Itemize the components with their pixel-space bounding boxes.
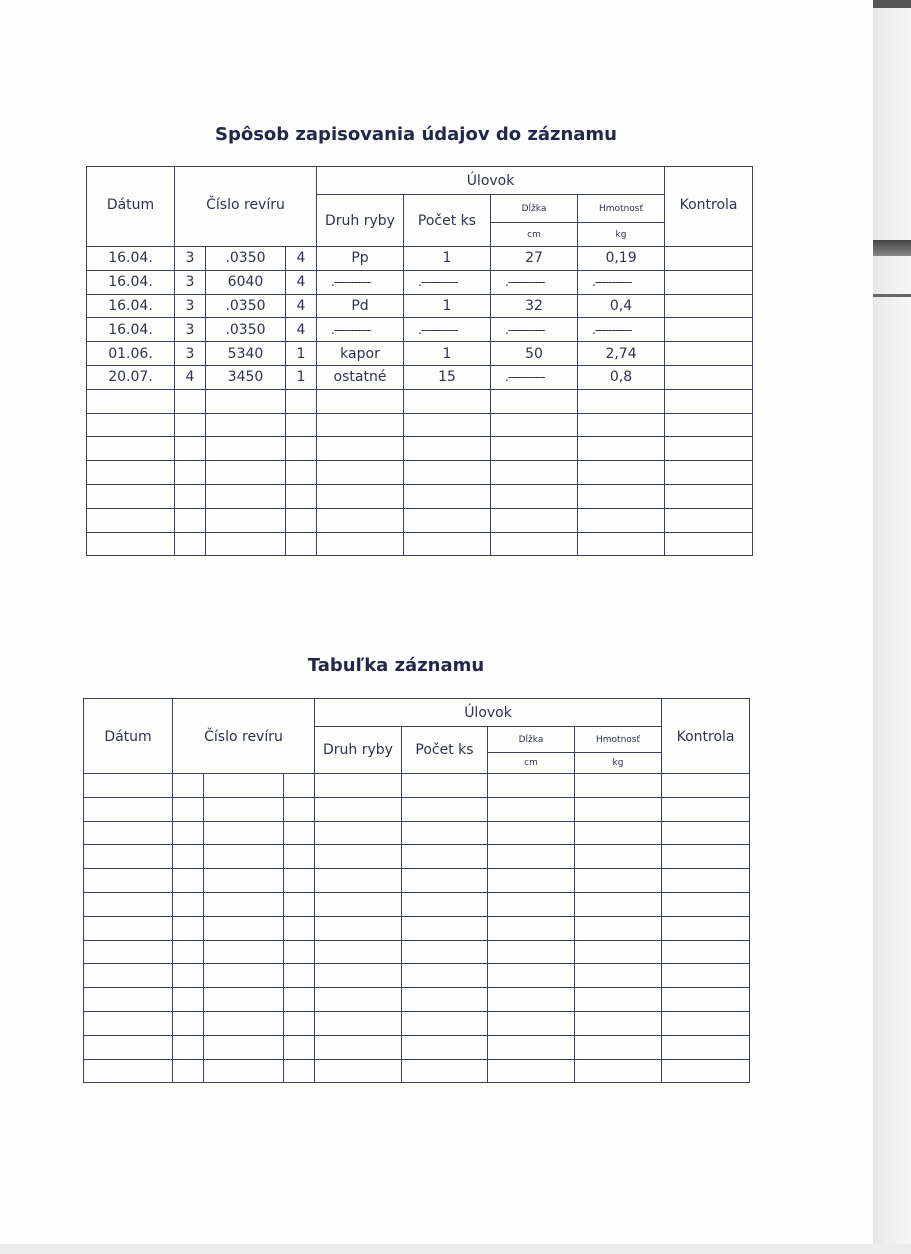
cell-datum — [87, 413, 175, 437]
header-ulovok: Úlovok — [315, 699, 662, 727]
table-row-empty — [84, 774, 750, 798]
table-row — [87, 270, 753, 294]
cell-datum: 16.04. — [87, 270, 175, 294]
cell-datum — [87, 437, 175, 461]
table-row — [87, 318, 753, 342]
scan-edge — [873, 0, 911, 1254]
cell-druh-ryby — [315, 797, 402, 821]
cell-hmotnost: 2,74 — [578, 342, 665, 366]
cell-kontrola — [662, 1059, 750, 1083]
example-title: Spôsob zapisovania údajov do záznamu — [214, 124, 617, 145]
cell-hmotnost — [575, 916, 662, 940]
header-druh-ryby: Druh ryby — [315, 727, 402, 774]
cell-dlzka — [488, 845, 575, 869]
cell-revir-part1 — [173, 869, 204, 893]
cell-druh-ryby — [315, 892, 402, 916]
cell-kontrola — [662, 1035, 750, 1059]
cell-kontrola — [662, 964, 750, 988]
table-row-empty — [84, 845, 750, 869]
cell-kontrola — [662, 869, 750, 893]
cell-revir-part3 — [284, 892, 315, 916]
cell-pocet-ks — [402, 964, 488, 988]
table-row-empty — [87, 461, 753, 485]
cell-datum — [84, 988, 173, 1012]
table-row-empty — [84, 1011, 750, 1035]
cell-dlzka — [491, 508, 578, 532]
cell-dlzka: 27 — [491, 247, 578, 271]
cell-dlzka: .----------- — [491, 270, 578, 294]
cell-revir-part2 — [204, 1059, 284, 1083]
cell-revir-part1 — [173, 1011, 204, 1035]
cell-revir-part2: 3450 — [206, 365, 286, 389]
example-table — [86, 166, 753, 556]
cell-druh-ryby — [315, 869, 402, 893]
cell-datum — [84, 869, 173, 893]
header-hmotnost-unit: kg — [578, 223, 665, 247]
cell-dlzka: .----------- — [491, 365, 578, 389]
cell-hmotnost — [575, 1011, 662, 1035]
cell-revir-part1 — [173, 821, 204, 845]
cell-kontrola — [665, 484, 753, 508]
header-dlzka-unit: cm — [491, 223, 578, 247]
cell-hmotnost — [575, 892, 662, 916]
cell-revir-part3 — [286, 461, 317, 485]
cell-dlzka: 50 — [491, 342, 578, 366]
cell-datum — [87, 508, 175, 532]
cell-revir-part1 — [175, 461, 206, 485]
cell-druh-ryby — [315, 845, 402, 869]
cell-revir-part2 — [204, 1011, 284, 1035]
cell-revir-part1 — [173, 797, 204, 821]
table-row-empty — [87, 413, 753, 437]
cell-druh-ryby — [317, 389, 404, 413]
cell-datum — [84, 940, 173, 964]
cell-revir-part3: 4 — [286, 270, 317, 294]
cell-revir-part1 — [173, 988, 204, 1012]
cell-druh-ryby — [315, 964, 402, 988]
cell-pocet-ks: 1 — [404, 342, 491, 366]
cell-druh-ryby — [315, 1035, 402, 1059]
header-hmotnost-unit: kg — [575, 753, 662, 774]
cell-hmotnost: .----------- — [578, 318, 665, 342]
cell-revir-part1: 3 — [175, 270, 206, 294]
cell-kontrola — [665, 342, 753, 366]
cell-datum: 16.04. — [87, 247, 175, 271]
cell-druh-ryby — [315, 1011, 402, 1035]
cell-datum — [84, 1059, 173, 1083]
cell-kontrola — [662, 797, 750, 821]
cell-kontrola — [665, 318, 753, 342]
cell-dlzka: 32 — [491, 294, 578, 318]
cell-datum — [87, 461, 175, 485]
cell-kontrola — [665, 461, 753, 485]
cell-revir-part1 — [175, 532, 206, 556]
cell-pocet-ks: .----------- — [404, 270, 491, 294]
cell-pocet-ks — [402, 1035, 488, 1059]
cell-kontrola — [662, 988, 750, 1012]
header-druh-ryby: Druh ryby — [317, 195, 404, 247]
cell-hmotnost: 0,19 — [578, 247, 665, 271]
cell-dlzka — [488, 1035, 575, 1059]
cell-druh-ryby — [317, 508, 404, 532]
cell-dlzka — [488, 988, 575, 1012]
cell-druh-ryby: Pd — [317, 294, 404, 318]
cell-revir-part2: 5340 — [206, 342, 286, 366]
cell-pocet-ks — [404, 389, 491, 413]
cell-kontrola — [665, 365, 753, 389]
cell-revir-part1 — [173, 845, 204, 869]
cell-revir-part1 — [173, 1059, 204, 1083]
cell-datum — [87, 389, 175, 413]
cell-pocet-ks — [402, 1011, 488, 1035]
cell-hmotnost — [578, 437, 665, 461]
cell-hmotnost — [575, 845, 662, 869]
cell-datum — [84, 797, 173, 821]
record-title: Tabuľka záznamu — [307, 655, 485, 676]
cell-revir-part3 — [284, 845, 315, 869]
cell-revir-part2 — [204, 964, 284, 988]
cell-pocet-ks — [404, 508, 491, 532]
cell-pocet-ks: 1 — [404, 294, 491, 318]
cell-datum: 16.04. — [87, 294, 175, 318]
cell-dlzka — [488, 797, 575, 821]
cell-kontrola — [662, 1011, 750, 1035]
table-row-empty — [87, 484, 753, 508]
cell-revir-part2 — [204, 774, 284, 798]
header-dlzka-unit: cm — [488, 753, 575, 774]
cell-revir-part3: 4 — [286, 318, 317, 342]
cell-revir-part2 — [204, 940, 284, 964]
cell-hmotnost — [575, 869, 662, 893]
cell-datum — [84, 964, 173, 988]
cell-revir-part1: 4 — [175, 365, 206, 389]
cell-revir-part1 — [173, 964, 204, 988]
cell-kontrola — [662, 892, 750, 916]
cell-revir-part2 — [204, 797, 284, 821]
cell-revir-part3: 1 — [286, 342, 317, 366]
header-kontrola: Kontrola — [665, 167, 753, 247]
cell-revir-part3 — [284, 1059, 315, 1083]
cell-revir-part2 — [204, 1035, 284, 1059]
cell-kontrola — [662, 774, 750, 798]
cell-druh-ryby — [315, 940, 402, 964]
cell-druh-ryby — [315, 821, 402, 845]
table-row-empty — [84, 869, 750, 893]
cell-pocet-ks — [402, 988, 488, 1012]
header-ulovok: Úlovok — [317, 167, 665, 195]
cell-revir-part1 — [173, 774, 204, 798]
cell-revir-part1: 3 — [175, 318, 206, 342]
cell-druh-ryby — [317, 532, 404, 556]
cell-revir-part2 — [204, 845, 284, 869]
cell-revir-part2: .0350 — [206, 247, 286, 271]
cell-druh-ryby — [317, 437, 404, 461]
cell-hmotnost — [575, 964, 662, 988]
cell-datum — [84, 821, 173, 845]
cell-dlzka — [491, 437, 578, 461]
cell-pocet-ks — [404, 437, 491, 461]
cell-dlzka — [491, 484, 578, 508]
cell-revir-part3 — [284, 988, 315, 1012]
cell-pocet-ks — [404, 413, 491, 437]
cell-hmotnost: .----------- — [578, 270, 665, 294]
cell-druh-ryby — [315, 988, 402, 1012]
cell-hmotnost — [578, 389, 665, 413]
cell-kontrola — [665, 247, 753, 271]
cell-revir-part3 — [284, 1011, 315, 1035]
header-cislo-reviru: Číslo revíru — [173, 699, 315, 774]
cell-dlzka — [488, 821, 575, 845]
cell-dlzka — [491, 413, 578, 437]
cell-kontrola — [665, 270, 753, 294]
cell-druh-ryby: .----------- — [317, 318, 404, 342]
cell-revir-part1: 3 — [175, 294, 206, 318]
cell-revir-part3 — [284, 774, 315, 798]
cell-kontrola — [662, 845, 750, 869]
table-row-empty — [84, 964, 750, 988]
cell-revir-part2 — [206, 413, 286, 437]
cell-kontrola — [665, 389, 753, 413]
cell-revir-part3: 4 — [286, 294, 317, 318]
cell-dlzka — [491, 461, 578, 485]
cell-dlzka: .----------- — [491, 318, 578, 342]
example-table-body — [87, 247, 753, 556]
cell-pocet-ks — [402, 916, 488, 940]
cell-revir-part3 — [286, 437, 317, 461]
cell-druh-ryby — [315, 916, 402, 940]
table-row-empty — [84, 916, 750, 940]
cell-revir-part3 — [286, 413, 317, 437]
cell-dlzka — [488, 869, 575, 893]
cell-druh-ryby: ostatné — [317, 365, 404, 389]
cell-revir-part3 — [286, 508, 317, 532]
cell-druh-ryby: Pp — [317, 247, 404, 271]
table-row-empty — [87, 437, 753, 461]
cell-pocet-ks — [404, 484, 491, 508]
table-row-empty — [87, 389, 753, 413]
table-row-empty — [84, 892, 750, 916]
table-row-empty — [87, 508, 753, 532]
cell-revir-part3 — [286, 532, 317, 556]
cell-revir-part1 — [173, 1035, 204, 1059]
cell-revir-part1 — [175, 413, 206, 437]
cell-datum — [84, 845, 173, 869]
cell-revir-part2 — [206, 484, 286, 508]
cell-revir-part3 — [284, 916, 315, 940]
cell-hmotnost: 0,4 — [578, 294, 665, 318]
record-table — [83, 698, 750, 1083]
cell-kontrola — [665, 532, 753, 556]
cell-kontrola — [665, 413, 753, 437]
cell-datum — [84, 774, 173, 798]
cell-druh-ryby — [315, 774, 402, 798]
cell-kontrola — [665, 294, 753, 318]
cell-datum — [84, 916, 173, 940]
cell-druh-ryby — [315, 1059, 402, 1083]
cell-datum: 20.07. — [87, 365, 175, 389]
cell-revir-part3 — [286, 389, 317, 413]
cell-revir-part3 — [284, 964, 315, 988]
cell-druh-ryby — [317, 413, 404, 437]
cell-pocet-ks: 1 — [404, 247, 491, 271]
cell-hmotnost — [575, 988, 662, 1012]
header-datum: Dátum — [84, 699, 173, 774]
cell-revir-part1 — [173, 892, 204, 916]
cell-druh-ryby — [317, 484, 404, 508]
cell-pocet-ks — [402, 869, 488, 893]
cell-hmotnost — [575, 1035, 662, 1059]
record-table-body — [84, 774, 750, 1083]
table-row-empty — [84, 797, 750, 821]
cell-datum — [87, 532, 175, 556]
cell-revir-part1: 3 — [175, 247, 206, 271]
cell-revir-part3: 4 — [286, 247, 317, 271]
table-row-empty — [87, 532, 753, 556]
cell-hmotnost — [575, 821, 662, 845]
table-row-empty — [84, 821, 750, 845]
cell-revir-part1 — [173, 940, 204, 964]
cell-datum: 01.06. — [87, 342, 175, 366]
header-pocet-ks: Počet ks — [402, 727, 488, 774]
cell-pocet-ks — [402, 892, 488, 916]
cell-kontrola — [665, 508, 753, 532]
cell-revir-part1 — [175, 389, 206, 413]
cell-dlzka — [488, 940, 575, 964]
header-pocet-ks: Počet ks — [404, 195, 491, 247]
table-row-empty — [84, 940, 750, 964]
cell-revir-part2: .0350 — [206, 318, 286, 342]
cell-kontrola — [665, 437, 753, 461]
cell-dlzka — [488, 1059, 575, 1083]
cell-druh-ryby: kapor — [317, 342, 404, 366]
cell-revir-part2 — [204, 988, 284, 1012]
cell-datum — [84, 1035, 173, 1059]
cell-revir-part3 — [284, 1035, 315, 1059]
cell-revir-part1 — [173, 916, 204, 940]
cell-revir-part2 — [204, 916, 284, 940]
cell-hmotnost — [578, 532, 665, 556]
cell-datum: 16.04. — [87, 318, 175, 342]
cell-revir-part2 — [206, 461, 286, 485]
cell-dlzka — [488, 916, 575, 940]
header-datum: Dátum — [87, 167, 175, 247]
cell-druh-ryby: .----------- — [317, 270, 404, 294]
cell-hmotnost — [575, 940, 662, 964]
cell-revir-part2 — [206, 532, 286, 556]
cell-dlzka — [488, 892, 575, 916]
cell-revir-part2 — [206, 508, 286, 532]
cell-dlzka — [488, 774, 575, 798]
cell-dlzka — [491, 532, 578, 556]
header-dlzka: Dĺžka — [488, 727, 575, 753]
cell-hmotnost — [575, 1059, 662, 1083]
cell-hmotnost — [578, 508, 665, 532]
cell-revir-part2 — [206, 389, 286, 413]
table-row — [87, 294, 753, 318]
cell-pocet-ks — [402, 940, 488, 964]
cell-revir-part2 — [204, 869, 284, 893]
header-hmotnost: Hmotnosť — [575, 727, 662, 753]
table-row — [87, 365, 753, 389]
cell-kontrola — [662, 916, 750, 940]
table-row — [87, 247, 753, 271]
table-row-empty — [84, 988, 750, 1012]
header-kontrola: Kontrola — [662, 699, 750, 774]
table-row-empty — [84, 1035, 750, 1059]
header-hmotnost: Hmotnosť — [578, 195, 665, 223]
cell-revir-part1: 3 — [175, 342, 206, 366]
cell-revir-part3 — [284, 797, 315, 821]
cell-pocet-ks — [402, 797, 488, 821]
header-dlzka: Dĺžka — [491, 195, 578, 223]
cell-revir-part2: 6040 — [206, 270, 286, 294]
table-row-empty — [84, 1059, 750, 1083]
cell-revir-part2 — [206, 437, 286, 461]
cell-hmotnost: 0,8 — [578, 365, 665, 389]
cell-hmotnost — [578, 484, 665, 508]
cell-revir-part2 — [204, 892, 284, 916]
scan-bottom-edge — [0, 1244, 911, 1254]
cell-revir-part3 — [286, 484, 317, 508]
cell-dlzka — [491, 389, 578, 413]
cell-dlzka — [488, 1011, 575, 1035]
cell-kontrola — [662, 821, 750, 845]
cell-revir-part1 — [175, 508, 206, 532]
cell-revir-part2: .0350 — [206, 294, 286, 318]
cell-revir-part1 — [175, 437, 206, 461]
cell-revir-part3: 1 — [286, 365, 317, 389]
cell-pocet-ks: .----------- — [404, 318, 491, 342]
cell-revir-part2 — [204, 821, 284, 845]
cell-pocet-ks: 15 — [404, 365, 491, 389]
cell-pocet-ks — [404, 461, 491, 485]
cell-revir-part3 — [284, 940, 315, 964]
cell-pocet-ks — [402, 1059, 488, 1083]
cell-datum — [87, 484, 175, 508]
cell-dlzka — [488, 964, 575, 988]
cell-datum — [84, 892, 173, 916]
cell-hmotnost — [575, 797, 662, 821]
cell-revir-part1 — [175, 484, 206, 508]
cell-pocet-ks — [402, 821, 488, 845]
cell-hmotnost — [578, 461, 665, 485]
cell-revir-part3 — [284, 869, 315, 893]
table-row — [87, 342, 753, 366]
cell-kontrola — [662, 940, 750, 964]
cell-datum — [84, 1011, 173, 1035]
cell-hmotnost — [578, 413, 665, 437]
cell-druh-ryby — [317, 461, 404, 485]
cell-pocet-ks — [404, 532, 491, 556]
cell-pocet-ks — [402, 845, 488, 869]
header-cislo-reviru: Číslo revíru — [175, 167, 317, 247]
cell-revir-part3 — [284, 821, 315, 845]
cell-hmotnost — [575, 774, 662, 798]
cell-pocet-ks — [402, 774, 488, 798]
